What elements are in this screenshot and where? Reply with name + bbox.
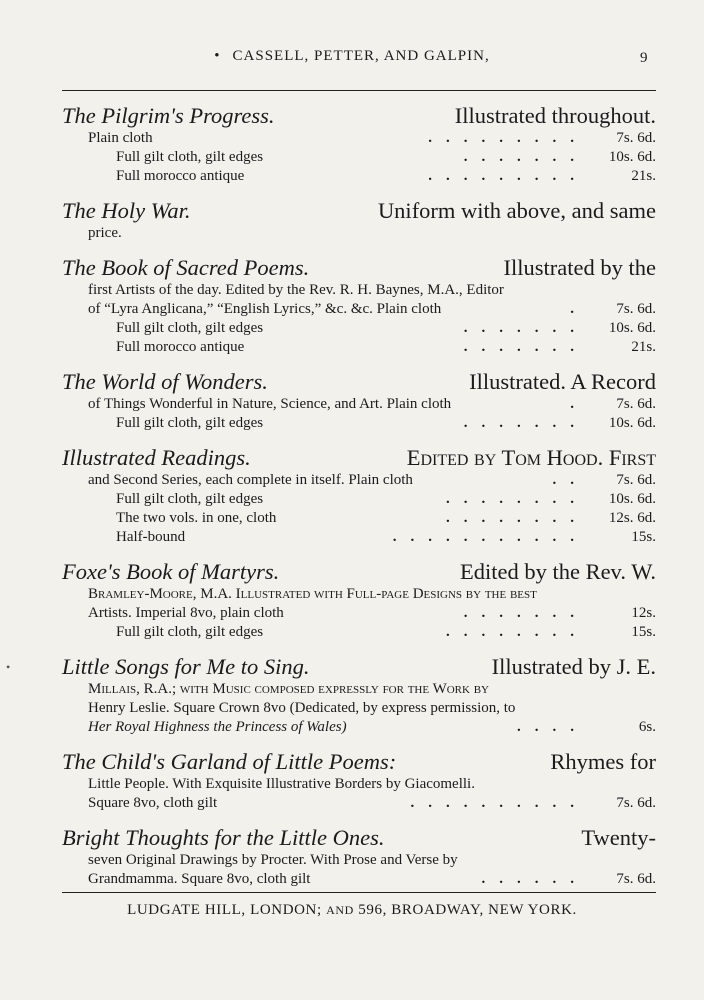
line-text: Artists. Imperial 8vo, plain cloth bbox=[88, 605, 284, 621]
entry-title: The Pilgrim's Progress. bbox=[62, 103, 275, 128]
price-line bbox=[62, 338, 656, 357]
price-line bbox=[62, 414, 656, 433]
line-text: Square 8vo, cloth gilt bbox=[88, 795, 218, 811]
entry-title: The Child's Garland of Little Poems: bbox=[62, 749, 397, 774]
publisher-address bbox=[0, 902, 704, 919]
line-text: Full gilt cloth, gilt edges bbox=[116, 415, 264, 431]
line-price: 7s. 6d. bbox=[616, 301, 656, 317]
line-text: Her Royal Highness the Princess of Wales) bbox=[88, 719, 347, 735]
running-head bbox=[0, 48, 704, 65]
line-price: 7s. 6d. bbox=[616, 871, 656, 887]
line-text: Full gilt cloth, gilt edges bbox=[116, 491, 264, 507]
dot-leader: ........ bbox=[446, 491, 588, 507]
price-line bbox=[62, 281, 656, 300]
price-line bbox=[62, 699, 656, 718]
line-text: seven Original Drawings by Procter. With Prose and Verse by bbox=[88, 852, 458, 868]
publisher-name: CASSELL, PETTER, AND GALPIN, bbox=[232, 48, 490, 64]
dot-leader: ....... bbox=[463, 339, 588, 355]
line-text: Little People. With Exquisite Illustrative Borders by Giacomelli. bbox=[88, 776, 475, 792]
line-text: Full gilt cloth, gilt edges bbox=[116, 624, 264, 640]
line-text: Bramley-Moore, M.A. Illustrated with Full-page Designs by the best bbox=[88, 586, 537, 602]
catalogue-entry bbox=[62, 102, 656, 186]
line-price: 12s. 6d. bbox=[608, 510, 656, 526]
entry-title: Foxe's Book of Martyrs. bbox=[62, 559, 280, 584]
catalogue-entry bbox=[62, 653, 656, 737]
dot-leader: ....... bbox=[463, 605, 588, 621]
line-price: 6s. bbox=[638, 719, 656, 735]
price-line bbox=[62, 300, 656, 319]
price-line bbox=[62, 471, 656, 490]
line-text: price. bbox=[88, 225, 122, 241]
bottom-rule bbox=[62, 892, 656, 893]
margin-dot-mark: • bbox=[6, 660, 11, 674]
entry-title-line bbox=[62, 558, 656, 585]
entry-title-rest: Illustrated by J. E. bbox=[491, 654, 656, 679]
address-new-york: 596, BROADWAY, NEW YORK. bbox=[358, 902, 577, 918]
line-text: The two vols. in one, cloth bbox=[116, 510, 277, 526]
entry-title-line bbox=[62, 824, 656, 851]
entry-title-rest: Rhymes for bbox=[550, 749, 656, 774]
top-rule bbox=[62, 90, 656, 91]
entry-title-rest: Illustrated by the bbox=[503, 255, 656, 280]
catalogue-entry bbox=[62, 748, 656, 813]
price-line bbox=[62, 395, 656, 414]
line-price: 10s. 6d. bbox=[608, 320, 656, 336]
price-line bbox=[62, 851, 656, 870]
line-text: of Things Wonderful in Nature, Science, and Art. Plain cloth bbox=[88, 396, 452, 412]
entry-title-rest: Edited by the Rev. W. bbox=[459, 559, 656, 584]
line-text: Grandmamma. Square 8vo, cloth gilt bbox=[88, 871, 311, 887]
dot-leader: ......... bbox=[428, 130, 588, 146]
line-price: 12s. bbox=[631, 605, 656, 621]
price-line bbox=[62, 129, 656, 148]
entry-title-line bbox=[62, 197, 656, 224]
price-line bbox=[62, 623, 656, 642]
line-price: 10s. 6d. bbox=[608, 491, 656, 507]
catalogue-entry bbox=[62, 197, 656, 243]
line-text: Full gilt cloth, gilt edges bbox=[116, 320, 264, 336]
price-line bbox=[62, 870, 656, 889]
dot-leader: ...... bbox=[481, 871, 588, 887]
catalogue-entry bbox=[62, 824, 656, 889]
entry-title: The Book of Sacred Poems. bbox=[62, 255, 310, 280]
price-line bbox=[62, 718, 656, 737]
line-price: 10s. 6d. bbox=[608, 415, 656, 431]
catalogue-entry bbox=[62, 558, 656, 642]
price-line bbox=[62, 509, 656, 528]
price-line bbox=[62, 148, 656, 167]
line-price: 7s. 6d. bbox=[616, 795, 656, 811]
address-and: AND bbox=[326, 903, 354, 917]
entry-title-line bbox=[62, 444, 656, 471]
dot-leader: .. bbox=[552, 472, 588, 488]
dot-leader: .......... bbox=[410, 795, 588, 811]
line-text: Half-bound bbox=[116, 529, 186, 545]
line-text: first Artists of the day. Edited by the Rev. R. H. Baynes, M.A., Editor bbox=[88, 282, 504, 298]
price-line bbox=[62, 794, 656, 813]
line-text: Millais, R.A.; with Music composed expressly for the Work by bbox=[88, 681, 489, 697]
bullet-mark: • bbox=[214, 48, 221, 64]
price-line bbox=[62, 490, 656, 509]
dot-leader: ........ bbox=[446, 510, 588, 526]
price-line bbox=[62, 528, 656, 547]
catalogue-entry bbox=[62, 368, 656, 433]
entry-title: Illustrated Readings. bbox=[62, 445, 251, 470]
dot-leader: . bbox=[570, 301, 588, 317]
entry-title-rest: Edited by Tom Hood. First bbox=[406, 445, 656, 470]
entry-title: Little Songs for Me to Sing. bbox=[62, 654, 310, 679]
price-line bbox=[62, 775, 656, 794]
line-text: and Second Series, each complete in itself. Plain cloth bbox=[88, 472, 413, 488]
dot-leader: . bbox=[570, 396, 588, 412]
line-text: Full morocco antique bbox=[116, 339, 245, 355]
dot-leader: ....... bbox=[463, 320, 588, 336]
catalogue-entry bbox=[62, 444, 656, 547]
line-text: Full gilt cloth, gilt edges bbox=[116, 149, 264, 165]
line-price: 7s. 6d. bbox=[616, 472, 656, 488]
price-line bbox=[62, 585, 656, 604]
line-price: 7s. 6d. bbox=[616, 396, 656, 412]
catalogue-entries bbox=[62, 102, 656, 900]
price-line bbox=[62, 224, 656, 243]
dot-leader: ......... bbox=[428, 168, 588, 184]
entry-title-line bbox=[62, 653, 656, 680]
line-price: 15s. bbox=[631, 624, 656, 640]
entry-title: Bright Thoughts for the Little Ones. bbox=[62, 825, 385, 850]
entry-title-rest: Uniform with above, and same bbox=[377, 198, 656, 223]
dot-leader: .... bbox=[517, 719, 588, 735]
dot-leader: ....... bbox=[463, 415, 588, 431]
dot-leader: ........... bbox=[392, 529, 588, 545]
line-price: 21s. bbox=[631, 168, 656, 184]
price-line bbox=[62, 604, 656, 623]
entry-title-line bbox=[62, 368, 656, 395]
catalogue-entry bbox=[62, 254, 656, 357]
line-price: 7s. 6d. bbox=[616, 130, 656, 146]
line-text: of “Lyra Anglicana,” “English Lyrics,” &c. &c. Plain cloth bbox=[88, 301, 442, 317]
entry-title-rest: Illustrated. A Record bbox=[469, 369, 656, 394]
entry-title-rest: Illustrated throughout. bbox=[454, 103, 656, 128]
entry-title-line bbox=[62, 102, 656, 129]
price-line bbox=[62, 680, 656, 699]
line-text: Henry Leslie. Square Crown 8vo (Dedicated, by express permission, to bbox=[88, 700, 516, 716]
entry-title: The Holy War. bbox=[62, 198, 191, 223]
line-text: Plain cloth bbox=[88, 130, 153, 146]
entry-title-rest: Twenty- bbox=[581, 825, 656, 850]
line-price: 15s. bbox=[631, 529, 656, 545]
line-price: 10s. 6d. bbox=[608, 149, 656, 165]
entry-title-line bbox=[62, 748, 656, 775]
entry-title-line bbox=[62, 254, 656, 281]
entry-title: The World of Wonders. bbox=[62, 369, 268, 394]
price-line bbox=[62, 319, 656, 338]
page-number: 9 bbox=[640, 50, 648, 66]
line-price: 21s. bbox=[631, 339, 656, 355]
dot-leader: ........ bbox=[446, 624, 588, 640]
price-line bbox=[62, 167, 656, 186]
dot-leader: ....... bbox=[463, 149, 588, 165]
line-text: Full morocco antique bbox=[116, 168, 245, 184]
address-london: LUDGATE HILL, LONDON; bbox=[127, 902, 322, 918]
